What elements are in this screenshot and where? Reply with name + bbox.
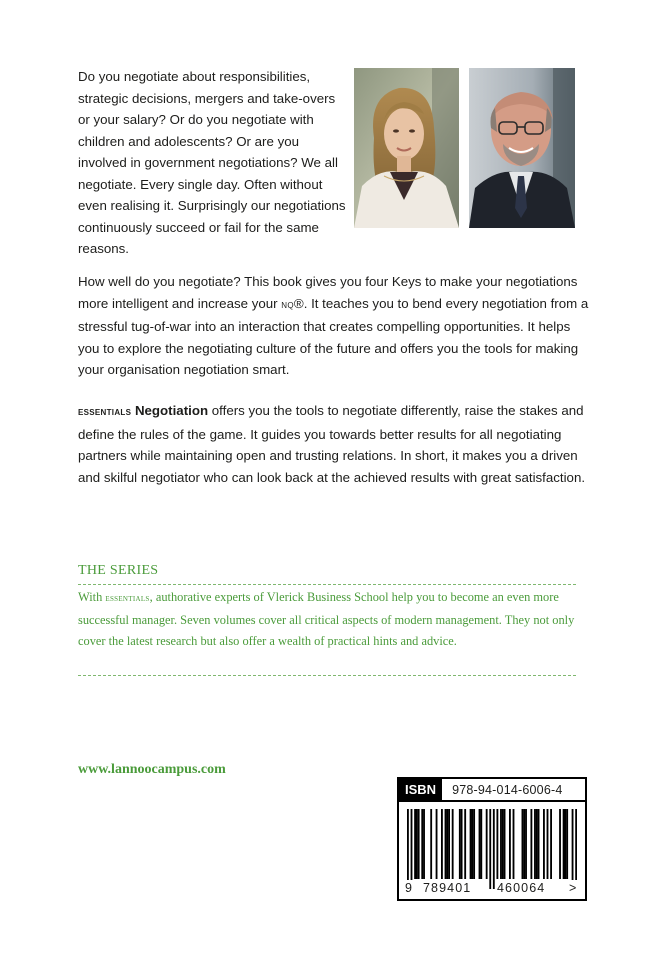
barcode-bar [543, 809, 545, 879]
barcode-bar [480, 809, 482, 879]
barcode-bar [504, 809, 506, 879]
author-photo-woman [354, 68, 459, 228]
series-word: essentials [78, 406, 132, 418]
barcode-left-group: 789401 [423, 881, 472, 895]
barcode-bar [547, 809, 549, 879]
barcode-bar [423, 809, 425, 879]
barcode-bar [418, 809, 420, 879]
isbn-barcode-box [397, 777, 587, 901]
barcode-graphic [407, 809, 577, 889]
barcode-bar [414, 809, 416, 879]
barcode-bar [430, 809, 432, 879]
barcode-bar [502, 809, 504, 879]
series-bottom-divider [78, 675, 576, 676]
barcode-bar [470, 809, 472, 879]
barcode-bar [559, 809, 561, 879]
barcode-bar [464, 809, 466, 879]
barcode-right-group: 460064 [497, 881, 546, 895]
barcode-bar [513, 809, 515, 879]
barcode-bar [575, 809, 577, 889]
barcode-bar [523, 809, 525, 879]
barcode-bar [445, 809, 447, 879]
barcode-bar [471, 809, 473, 879]
author-photo-man [469, 68, 575, 228]
barcode-bar [436, 809, 438, 879]
barcode-bar [421, 809, 423, 879]
barcode-bar [525, 809, 527, 879]
barcode-bar [411, 809, 413, 889]
publisher-website-link[interactable]: www.lannoocampus.com [78, 762, 226, 777]
series-description: With essentials, authorative experts of Vlerick Business School help you to become an even more successful manager. Seven volumes cover all critical aspects of modern management. They not only cover the latest research but also offer a wealth of practical hints and advice. [78, 590, 575, 648]
series-top-divider [78, 584, 576, 585]
barcode-bar [479, 809, 481, 879]
barcode-bar [486, 809, 488, 879]
isbn-label: ISBN [399, 779, 442, 800]
book-summary-paragraph: essentials Negotiation offers you the tools to negotiate differently, raise the stakes and define the rules of the game. It guides you towards better results for all negotiating partners while maintaining open and trusting relations. In short, it makes you a driven and skilful negotiator who can look back at the achieved results with great satisfaction. [78, 403, 586, 485]
barcode-bar [564, 809, 566, 879]
barcode-first-digit: 9 [405, 881, 414, 895]
barcode-bar [473, 809, 475, 879]
barcode-bar [550, 809, 552, 879]
barcode-bar [500, 809, 502, 879]
barcode-bar [509, 809, 511, 879]
description-paragraph: How well do you negotiate? This book gives you four Keys to make your negotiations more intelligent and increase your nq®. It teaches you to bend every negotiation from a stressful tug-of-war into an interaction that creates compelling opportunities. It helps you to explore the negotiating culture of the future and offers you the tools for making your organisation negotiation smart. [78, 274, 589, 377]
barcode-bar [489, 809, 491, 889]
isbn-header [399, 779, 585, 802]
barcode-bar [441, 809, 443, 879]
barcode-bar [461, 809, 463, 879]
barcode-bar [538, 809, 540, 879]
barcode-bar [563, 809, 565, 879]
registered-mark: ® [293, 295, 304, 311]
barcode-bar [459, 809, 461, 879]
barcode-bar [522, 809, 524, 879]
nq-abbreviation: nq [281, 298, 294, 311]
barcode-bar [496, 809, 498, 879]
book-title: Negotiation [134, 403, 209, 418]
barcode-bar [416, 809, 418, 879]
barcode-bar [407, 809, 409, 889]
barcode-bar [452, 809, 454, 879]
barcode-bar [572, 809, 574, 889]
barcode-bar [448, 809, 450, 879]
barcode-bar [530, 809, 532, 879]
barcode-bar [534, 809, 536, 879]
barcode-arrow: > [569, 881, 578, 895]
intro-paragraph: Do you negotiate about responsibilities, strategic decisions, mergers and take-overs or your salary? Or do you negotiate with children and adolescents? Or are you involved in government negotiations? We all negotiate. Every single day. Often without even realising it. Surprisingly our negotiations continuously succeed or fail for the same reasons. [78, 69, 346, 256]
barcode-bar [493, 809, 495, 889]
series-heading: THE SERIES [78, 563, 159, 578]
barcode-bar [536, 809, 538, 879]
barcode-bar [566, 809, 568, 879]
isbn-number: 978-94-014-6006-4 [452, 782, 563, 797]
series-word-small: essentials [105, 593, 150, 604]
barcode-bar [446, 809, 448, 879]
barcode-digits [399, 880, 585, 898]
